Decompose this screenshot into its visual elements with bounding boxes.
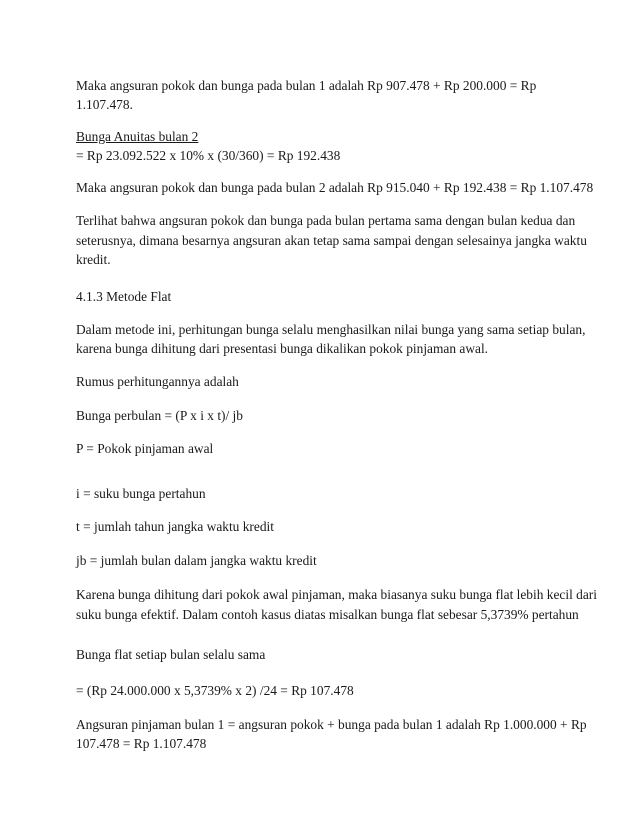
formula-line: = (Rp 24.000.000 x 5,3739% x 2) /24 = Rp 107.478 xyxy=(76,683,354,698)
text-line: Bunga flat setiap bulan selalu sama xyxy=(76,647,266,662)
text-line: Maka angsuran pokok dan bunga pada bulan 2 adalah Rp 915.040 + Rp 192.438 = Rp 1.107.478 xyxy=(76,180,594,195)
text-line: Rumus perhitungannya adalah xyxy=(76,374,239,389)
formula-line: Bunga perbulan = (P x i x t)/ jb xyxy=(76,408,243,423)
text-line: Maka angsuran pokok dan bunga pada bulan 1 adalah Rp 907.478 + Rp 200.000 = Rp xyxy=(76,78,537,93)
text-line: karena bunga dihitung dari presentasi bunga dikalikan pokok pinjaman awal. xyxy=(76,341,489,356)
text-line: suku bunga efektif. Dalam contoh kasus diatas misalkan bunga flat sebesar 5,3739% pertahun xyxy=(76,607,579,622)
text-line: t = jumlah tahun jangka waktu kredit xyxy=(76,519,274,534)
text-line: i = suku bunga pertahun xyxy=(76,486,206,501)
text-line: Dalam metode ini, perhitungan bunga selalu menghasilkan nilai bunga yang sama setiap bulan, xyxy=(76,322,586,337)
text-line: Angsuran pinjaman bulan 1 = angsuran pokok + bunga pada bulan 1 adalah Rp 1.000.000 + Rp xyxy=(76,717,587,732)
section-heading: Bunga Anuitas bulan 2 xyxy=(76,129,199,144)
text-line: Karena bunga dihitung dari pokok awal pinjaman, maka biasanya suku bunga flat lebih kecil dari xyxy=(76,587,597,602)
text-line: P = Pokok pinjaman awal xyxy=(76,441,214,456)
text-line: jb = jumlah bulan dalam jangka waktu kredit xyxy=(76,553,317,568)
text-line: kredit. xyxy=(76,252,111,267)
text-line: 107.478 = Rp 1.107.478 xyxy=(76,736,207,751)
text-line: = Rp 23.092.522 x 10% x (30/360) = Rp 192.438 xyxy=(76,148,341,163)
text-line: 1.107.478. xyxy=(76,97,133,112)
text-line: seterusnya, dimana besarnya angsuran akan tetap sama sampai dengan selesainya jangka waktu xyxy=(76,233,587,248)
section-heading: 4.1.3 Metode Flat xyxy=(76,289,172,304)
text-line: Terlihat bahwa angsuran pokok dan bunga pada bulan pertama sama dengan bulan kedua dan xyxy=(76,213,576,228)
